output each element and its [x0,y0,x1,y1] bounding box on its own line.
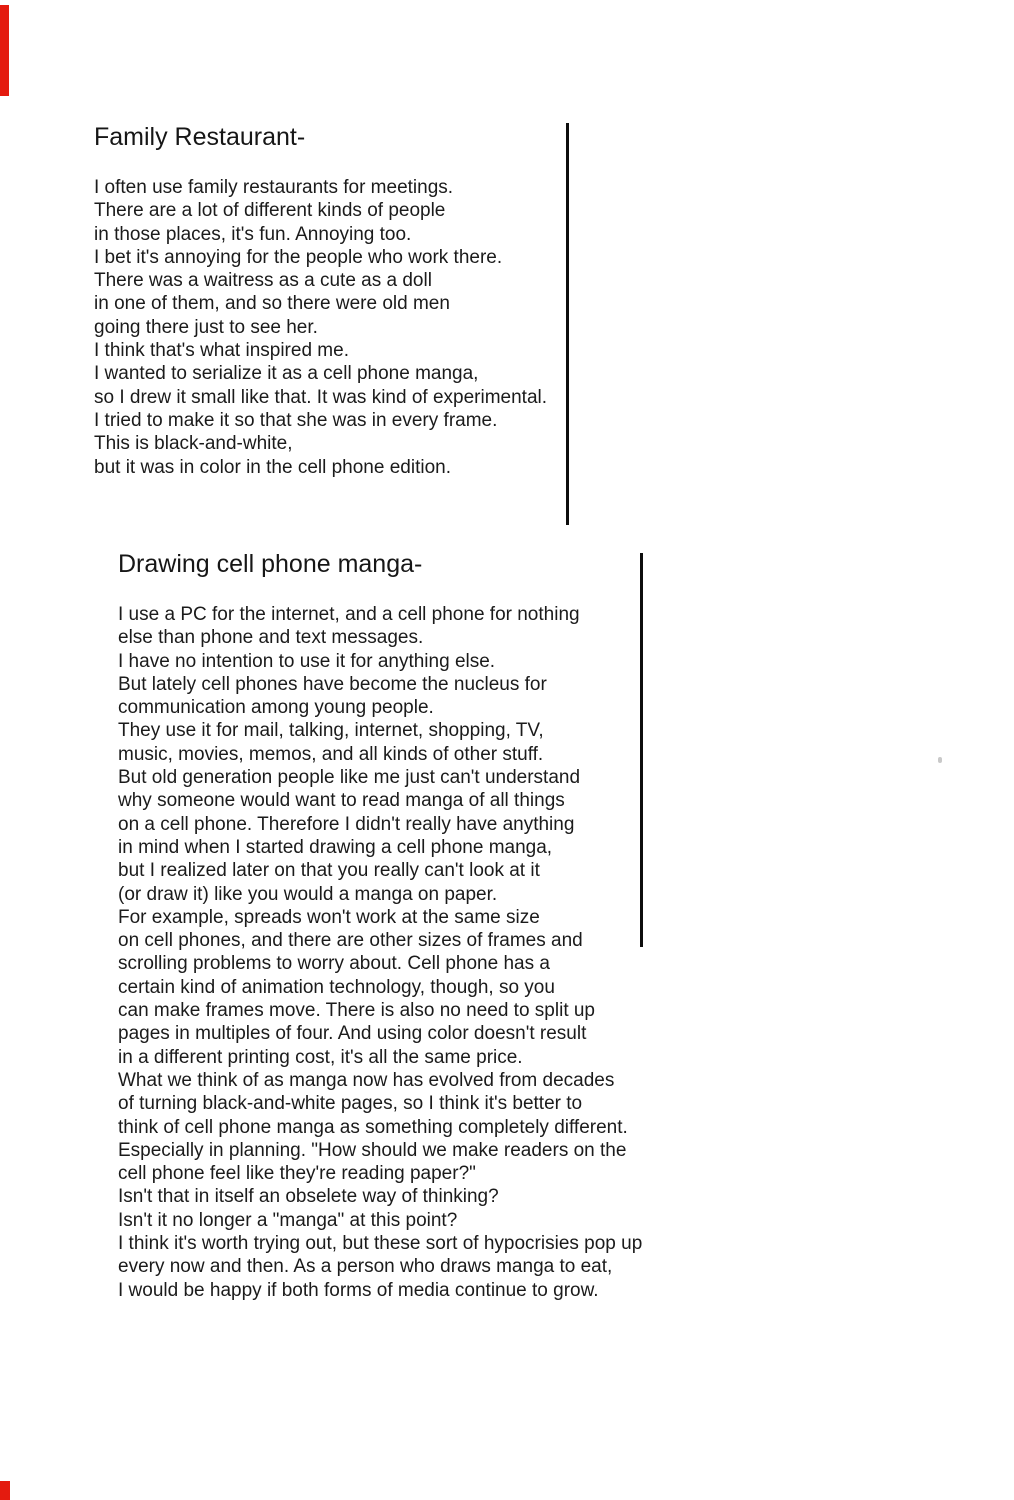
text-line: in mind when I started drawing a cell phone manga, [118,836,553,858]
text-line: Isn't that in itself an obselete way of thinking? [118,1186,499,1208]
text-line: so I drew it small like that. It was kind of experimental. [94,386,548,408]
text-line: I have no intention to use it for anything else. [118,650,496,672]
text-line: in one of them, and so there were old men [94,293,450,315]
text-line: What we think of as manga now has evolved from decades [118,1069,615,1091]
text-line: but I realized later on that you really can't look at it [118,860,540,882]
section-body [118,603,642,1302]
section-drawing-cell-phone-manga [118,550,643,1301]
text-line: (or draw it) like you would a manga on paper. [118,883,498,905]
scan-artifact-red-strip-top [0,5,9,96]
scan-artifact-speck [938,757,942,763]
text-line: Isn't it no longer a "manga" at this point? [118,1209,458,1231]
vertical-rule [640,553,643,947]
text-line: in those places, it's fun. Annoying too. [94,223,412,245]
vertical-rule [566,123,569,525]
section-title: Family Restaurant- [94,123,306,151]
scan-artifact-red-strip-bottom [0,1481,10,1500]
text-line: Especially in planning. "How should we make readers on the [118,1139,627,1161]
text-line: I tried to make it so that she was in every frame. [94,409,498,431]
text-line: going there just to see her. [94,316,318,338]
text-line: on a cell phone. Therefore I didn't really have anything [118,813,575,835]
section-title: Drawing cell phone manga- [118,550,423,578]
text-line: of turning black-and-white pages, so I think it's better to [118,1093,583,1115]
section-family-restaurant [94,123,548,478]
text-line: in a different printing cost, it's all the same price. [118,1046,523,1068]
text-line: certain kind of animation technology, though, so you [118,976,555,998]
text-line: cell phone feel like they're reading paper?" [118,1163,476,1185]
text-line: I wanted to serialize it as a cell phone manga, [94,363,479,385]
text-line: I bet it's annoying for the people who work there. [94,246,503,268]
text-line: can make frames move. There is also no need to split up [118,1000,596,1022]
text-line: I think that's what inspired me. [94,340,349,362]
text-line: There are a lot of different kinds of people [94,200,446,222]
text-line: For example, spreads won't work at the same size [118,906,540,928]
text-line: scrolling problems to worry about. Cell phone has a [118,953,550,975]
text-line: I often use family restaurants for meetings. [94,177,454,198]
text-line: I think it's worth trying out, but these sort of hypocrisies pop up [118,1233,643,1255]
text-line: communication among young people. [118,697,434,719]
text-line: I use a PC for the internet, and a cell phone for nothing [118,604,580,625]
text-line: This is black-and-white, [94,433,293,455]
text-line: I would be happy if both forms of media continue to grow. [118,1279,599,1301]
text-line: They use it for mail, talking, internet, shopping, TV, [118,720,544,742]
text-line: There was a waitress as a cute as a doll [94,270,432,292]
text-line: else than phone and text messages. [118,627,424,649]
text-line: But lately cell phones have become the nucleus for [118,673,547,695]
text-line: But old generation people like me just can't understand [118,767,581,789]
text-line: every now and then. As a person who draws manga to eat, [118,1256,613,1278]
text-line: pages in multiples of four. And using color doesn't result [118,1023,587,1045]
text-line: why someone would want to read manga of all things [118,790,565,812]
section-body [94,176,547,479]
text-line: but it was in color in the cell phone edition. [94,456,451,478]
text-line: on cell phones, and there are other sizes of frames and [118,930,583,952]
text-line: think of cell phone manga as something completely different. [118,1116,628,1138]
text-line: music, movies, memos, and all kinds of other stuff. [118,743,544,765]
